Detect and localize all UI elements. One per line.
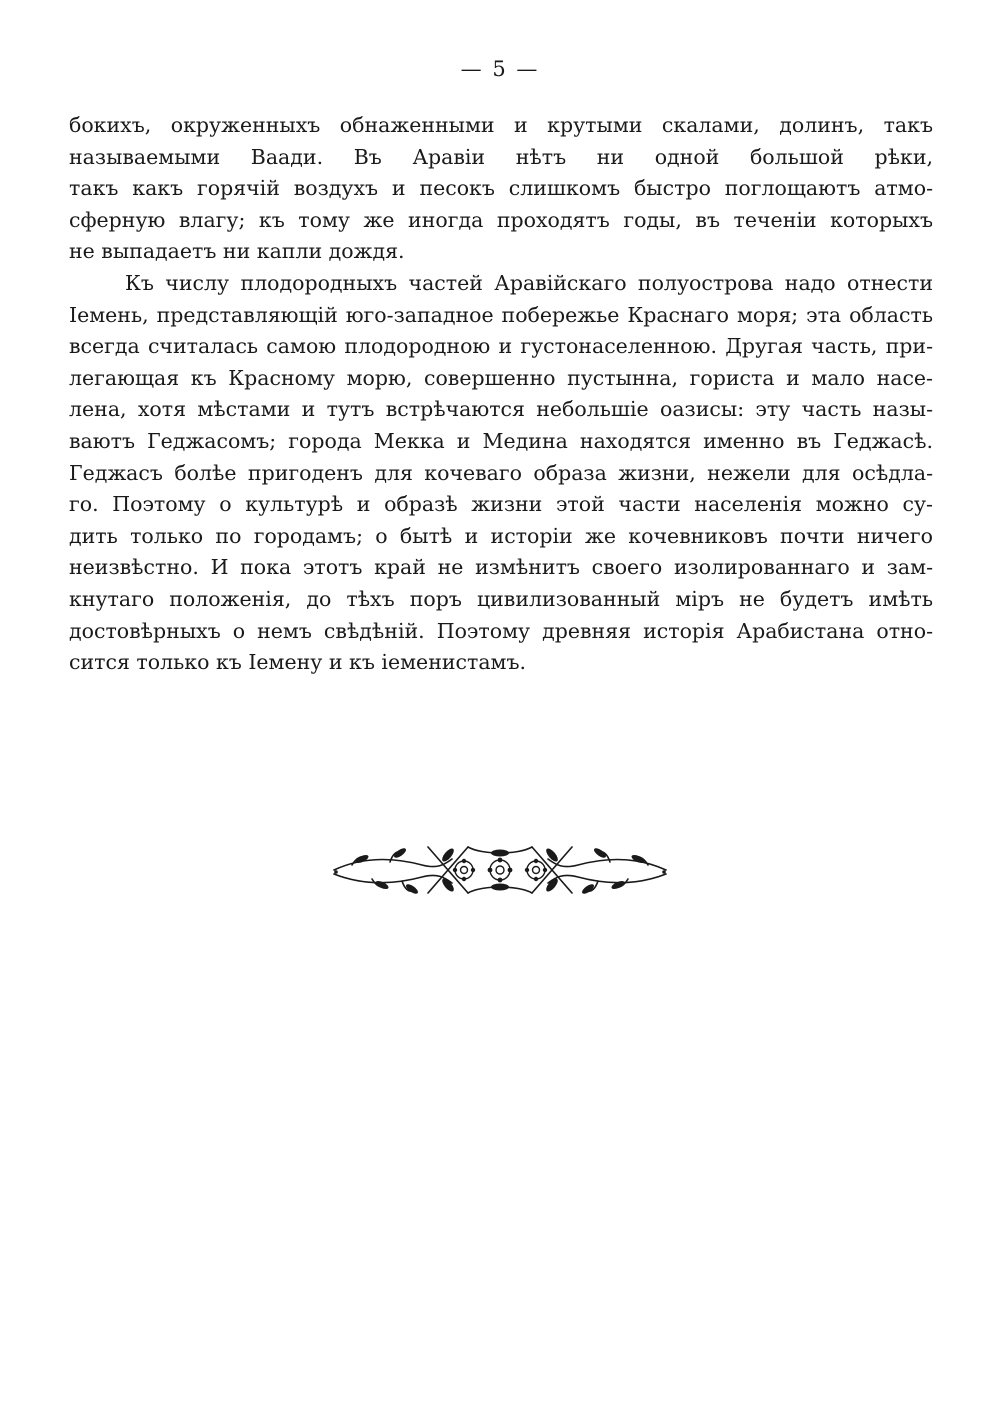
text-line: кнутаго положенія, до тѣхъ поръ цивилизованный міръ не будетъ имѣть [69, 586, 933, 611]
text-line: такъ какъ горячій воздухъ и песокъ слишкомъ быстро поглощаютъ атмо- [69, 176, 933, 201]
text-line: го. Поэтому о культурѣ и образѣ жизни этой части населенія можно су- [69, 492, 933, 517]
text-line: Геджасъ болѣе пригоденъ для кочеваго образа жизни, нежели для осѣдла- [69, 460, 933, 485]
text-line: неизвѣстно. И пока этотъ край не измѣнитъ своего изолированнаго и зам- [69, 555, 933, 580]
text-line: Іемень, представляющій юго-западное побережье Краснаго моря; эта область [69, 302, 933, 327]
paragraph-1 [69, 110, 933, 268]
text-line: ваютъ Геджасомъ; города Мекка и Медина находятся именно въ Геджасѣ. [69, 428, 933, 453]
text-line: Къ числу плодородныхъ частей Аравійскаго полуострова надо отнести [125, 270, 933, 295]
paragraph-2 [69, 268, 933, 679]
page-number: — 5 — [460, 57, 540, 81]
text-line: бокихъ, окруженныхъ обнаженными и крутыми скалами, долинъ, такъ [69, 113, 933, 137]
text-line: легающая къ Красному морю, совершенно пустынна, гориста и мало насе- [69, 365, 933, 390]
text-line: не выпадаетъ ни капли дождя. [69, 239, 405, 264]
text-line: сферную влагу; къ тому же иногда проходятъ годы, въ теченіи которыхъ [69, 207, 933, 232]
text-line: сится только къ Іемену и къ іеменистамъ. [69, 650, 527, 675]
text-line: всегда считалась самою плодородною и густонаселенною. Другая часть, при- [69, 334, 933, 359]
text-line: дить только по городамъ; о бытѣ и исторіи же кочевниковъ почти ничего [69, 523, 933, 548]
text-line: называемыми Ваади. Въ Аравіи нѣтъ ни одной большой рѣки, [69, 144, 933, 169]
floral-ornament-icon [332, 835, 668, 905]
text-line: лена, хотя мѣстами и тутъ встрѣчаются небольшіе оазисы: эту часть назы- [69, 397, 933, 422]
body-text [69, 110, 933, 679]
text-line: достовѣрныхъ о немъ свѣдѣній. Поэтому древняя исторія Арабистана отно- [69, 618, 933, 643]
